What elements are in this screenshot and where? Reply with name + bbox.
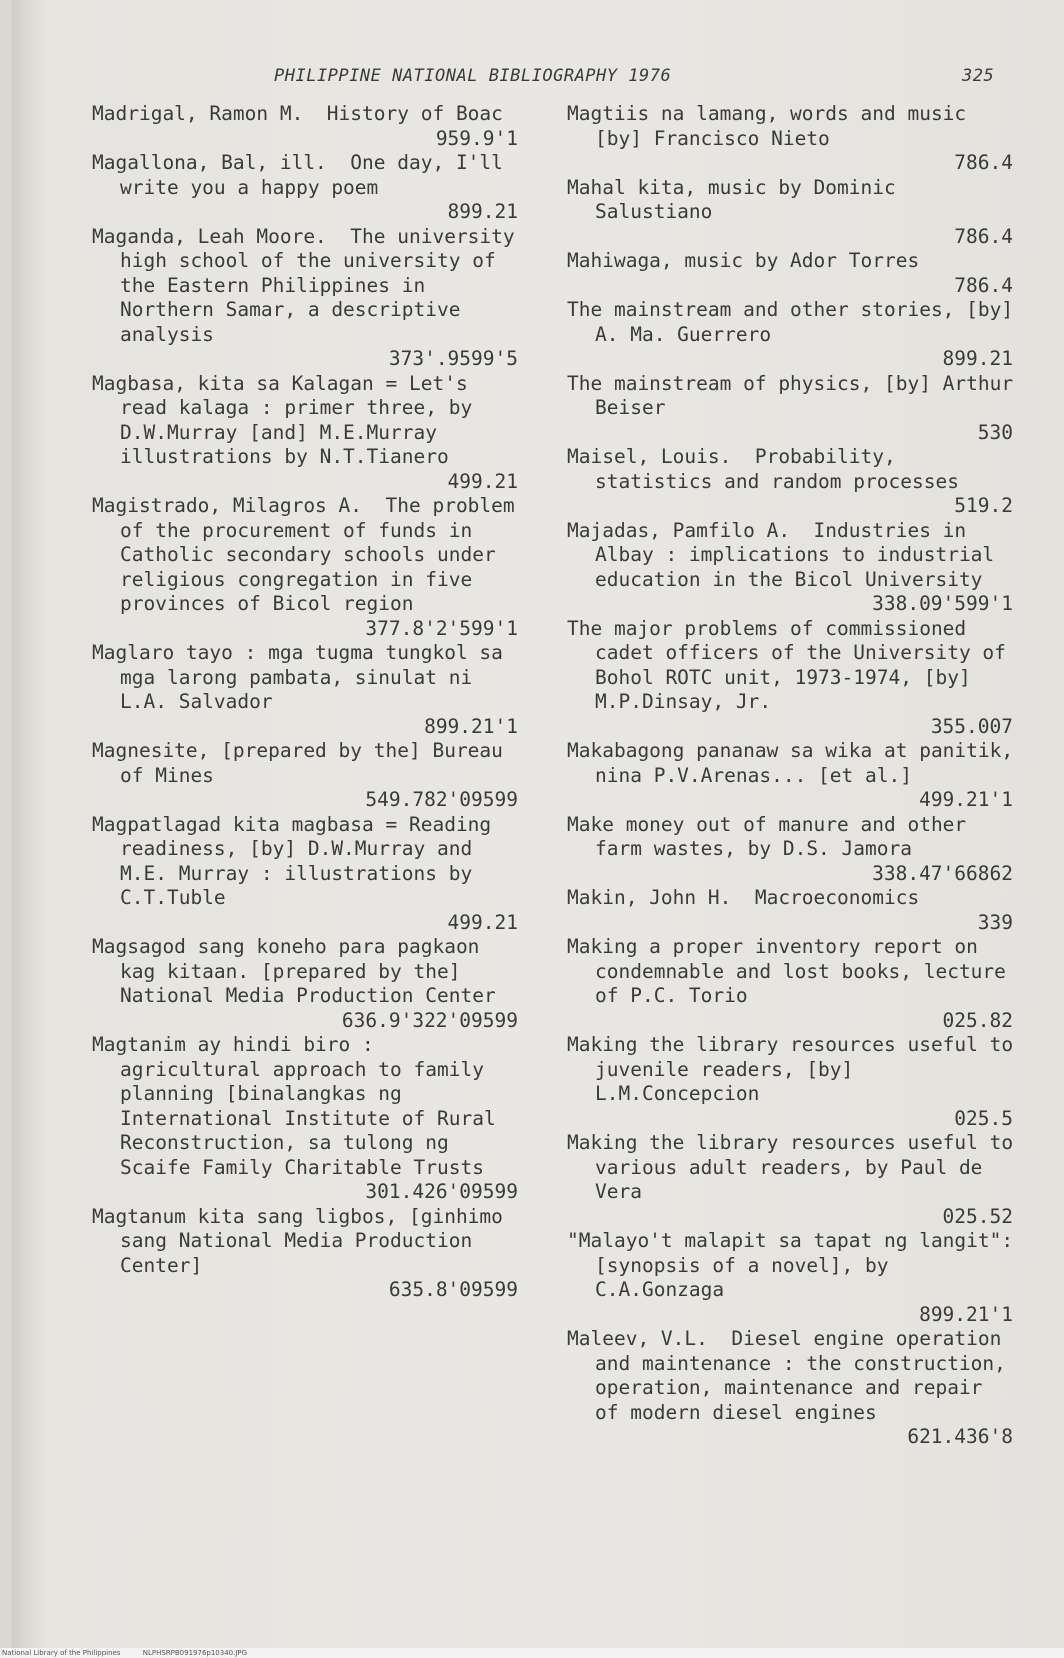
bibliography-entry	[92, 739, 522, 813]
entry-title: Magnesite, [prepared by the] Bureau of Mines	[92, 739, 515, 787]
page-header	[12, 66, 1064, 94]
bibliography-entry	[567, 102, 1017, 176]
entry-title: Majadas, Pamfilo A. Industries in Albay : implications to industrial education in the Bicol University	[567, 518, 1006, 591]
bibliography-entry	[92, 935, 522, 1033]
left-column	[92, 102, 527, 1303]
bibliography-entry	[567, 739, 1025, 813]
entry-title: Maisel, Louis. Probability, statistics and random processes	[567, 445, 959, 493]
running-title: PHILIPPINE NATIONAL BIBLIOGRAPHY 1976	[274, 66, 672, 86]
bibliography-entry	[92, 1205, 522, 1303]
bibliography-entry	[567, 445, 1017, 519]
entry-title: Magtiis na lamang, words and music [by] Francisco Nieto	[567, 102, 978, 150]
classification-number: 519.2	[954, 494, 1013, 517]
classification-number: 899.21	[447, 200, 518, 223]
bibliography-entry	[567, 176, 1017, 250]
classification-number: 499.21	[447, 910, 518, 934]
classification-number: 355.007	[930, 714, 1013, 738]
classification-number: 959.9'1	[435, 126, 518, 150]
entry-title: Maleev, V.L. Diesel engine operation and maintenance : the construction, operation, maintenance and repair of modern diesel engines	[567, 1327, 1018, 1424]
classification-number: 899.21'1	[424, 714, 518, 738]
bibliography-entry	[92, 151, 522, 225]
footer-library: National Library of the Philippines	[2, 1649, 121, 1657]
bibliography-entry	[92, 1033, 522, 1205]
bibliography-entry	[567, 519, 1017, 617]
classification-number: 899.21'1	[919, 1302, 1013, 1326]
entry-title: Makin, John H. Macroeconomics	[567, 886, 920, 909]
classification-number: 025.52	[942, 1204, 1013, 1228]
classification-number: 025.82	[942, 1008, 1013, 1032]
bibliography-entry	[567, 249, 1017, 298]
classification-number: 549.782'09599	[365, 788, 518, 811]
classification-number: 899.21	[942, 347, 1013, 370]
bibliography-entry	[567, 1327, 1017, 1450]
entry-title: Mahiwaga, music by Ador Torres	[567, 249, 920, 272]
bibliography-entry	[92, 102, 522, 151]
entry-title: Maganda, Leah Moore. The university high school of the university of the Eastern Philippines in Northern Samar, a descriptive analysis	[92, 224, 527, 346]
entry-title: "Malayo't malapit sa tapat ng langit": [synopsis of a novel], by C.A.Gonzaga	[567, 1229, 1025, 1301]
bibliography-entry	[92, 494, 527, 641]
entry-title: Magistrado, Milagros A. The problem of the procurement of funds in Catholic secondary schools under religious congregation in five provinces of Bicol region	[92, 494, 527, 615]
classification-number: 373'.9599'5	[388, 347, 518, 370]
bibliography-entry	[92, 641, 522, 739]
classification-number: 338.09'599'1	[872, 592, 1013, 615]
bibliography-entry	[567, 617, 1017, 740]
footer-file: NLPHSRPB091976p10340.JPG	[142, 1649, 248, 1657]
entry-title: Magallona, Bal, ill. One day, I'll write you a happy poem	[92, 151, 515, 199]
bibliography-entry	[92, 813, 522, 936]
entry-title: Making the library resources useful to juvenile readers, [by] L.M.Concepcion	[567, 1033, 1025, 1105]
classification-number: 025.5	[954, 1106, 1013, 1130]
classification-number: 499.21	[447, 469, 518, 493]
entry-title: Making a proper inventory report on condemnable and lost books, lecture of P.C. Torio	[567, 935, 1018, 1007]
entry-title: Magsagod sang koneho para pagkaon kag kitaan. [prepared by the] National Media Production Center	[92, 935, 496, 1007]
entry-title: The mainstream and other stories, [by] A. Ma. Guerrero	[567, 298, 1025, 346]
scan-footer	[0, 1648, 1064, 1658]
classification-number: 301.426'09599	[365, 1180, 518, 1203]
bibliography-entry	[567, 298, 1025, 372]
bibliography-entry	[92, 224, 527, 372]
classification-number: 636.9'322'09599	[341, 1008, 518, 1032]
entry-title: The mainstream of physics, [by] Arthur Beiser	[567, 371, 1025, 419]
bibliography-entry	[567, 1033, 1025, 1131]
entry-title: Maglaro tayo : mga tugma tungkol sa mga larong pambata, sinulat ni L.A. Salvador	[92, 641, 515, 713]
bibliography-entry	[567, 1229, 1025, 1327]
classification-number: 786.4	[954, 273, 1013, 297]
classification-number: 338.47'66862	[872, 861, 1013, 885]
right-column	[567, 102, 1025, 1450]
classification-number: 377.8'2'599'1	[365, 616, 518, 640]
entry-title: Madrigal, Ramon M. History of Boac	[92, 102, 503, 125]
bibliography-page	[12, 0, 1064, 1648]
bibliography-entry	[567, 1131, 1025, 1229]
page-number: 325	[962, 66, 995, 86]
classification-number: 786.4	[954, 151, 1013, 174]
classification-number: 621.436'8	[907, 1425, 1013, 1448]
entry-title: Make money out of manure and other farm wastes, by D.S. Jamora	[567, 812, 978, 860]
entry-title: Magpatlagad kita magbasa = Reading readiness, [by] D.W.Murray and M.E. Murray : illustrations by C.T.Tuble	[92, 812, 503, 909]
bibliography-entry	[567, 886, 1017, 935]
entry-title: Makabagong pananaw sa wika at panitik, nina P.V.Arenas... [et al.]	[567, 739, 1025, 787]
entry-title: The major problems of commissioned cadet officers of the University of Bohol ROTC unit, 1973-1974, [by] M.P.Dinsay, Jr.	[567, 616, 1018, 713]
entry-title: Magtanim ay hindi biro : agricultural approach to family planning [binalangkas ng International Institute of Rural Reconstruction, sa tulong ng Scaife Family Charitable Trusts	[92, 1033, 508, 1179]
classification-number: 786.4	[954, 224, 1013, 248]
entry-title: Making the library resources useful to various adult readers, by Paul de Vera	[567, 1131, 1025, 1203]
bibliography-entry	[567, 371, 1025, 446]
classification-number: 339	[977, 910, 1013, 934]
entry-title: Magbasa, kita sa Kalagan = Let's read kalaga : primer three, by D.W.Murray [and] M.E.Murray illustrations by N.T.Tianero	[92, 371, 484, 468]
bibliography-entry	[567, 813, 1017, 887]
bibliography-entry	[92, 372, 522, 495]
entry-title: Mahal kita, music by Dominic Salustiano	[567, 175, 908, 223]
classification-number: 499.21'1	[919, 788, 1013, 811]
entry-title: Magtanum kita sang ligbos, [ginhimo sang National Media Production Center]	[92, 1204, 515, 1277]
classification-number: 635.8'09599	[388, 1278, 518, 1301]
classification-number: 530	[977, 420, 1013, 444]
bibliography-entry	[567, 935, 1017, 1033]
